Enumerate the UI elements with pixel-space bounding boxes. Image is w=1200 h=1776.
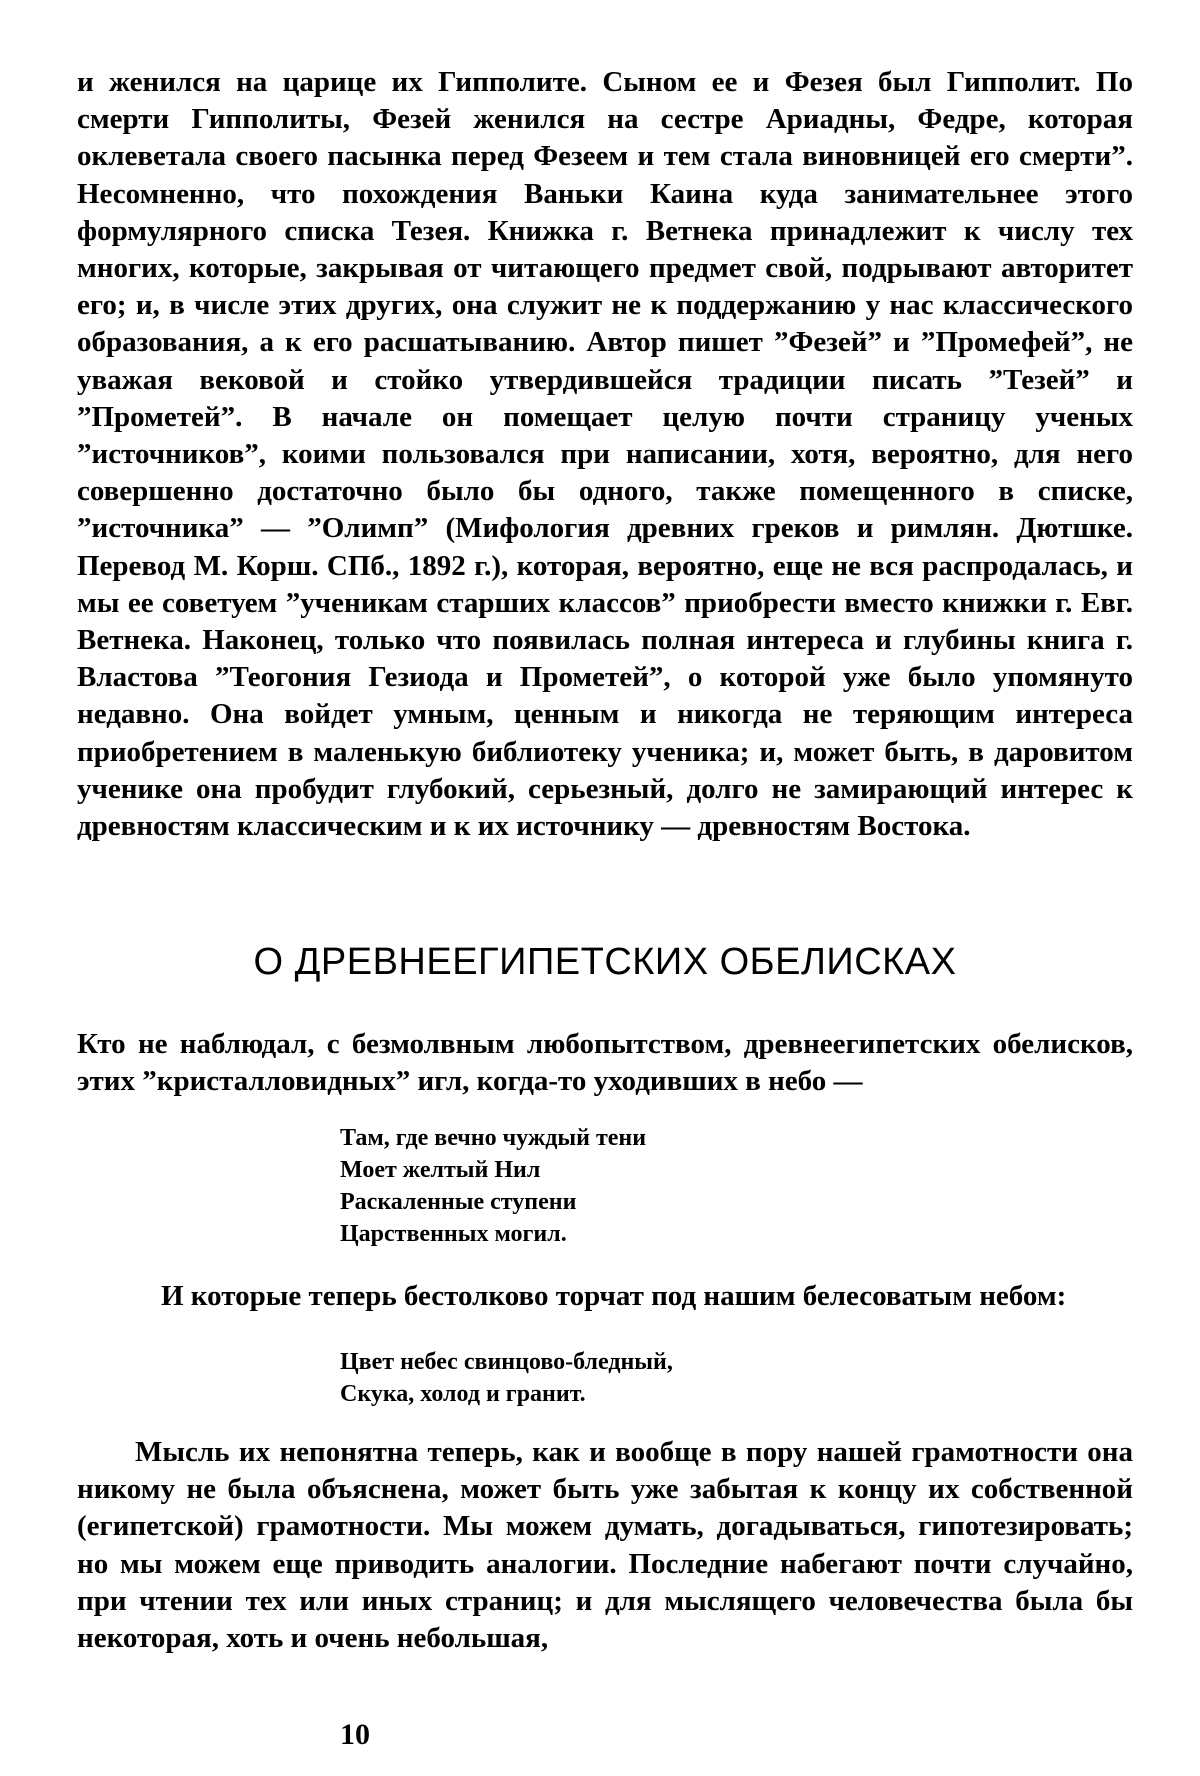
line-after-verse: И которые теперь бестолково торчат под нашим белесоватым небом:: [161, 1280, 1067, 1312]
paragraph-intro: Кто не наблюдал, с безмолвным любопытством, древнеегипетских обелисков, этих ”кристалловидных” игл, когда-то уходивших в небо —: [77, 1028, 1133, 1098]
verse-line: Раскаленные ступени: [340, 1189, 577, 1215]
verse-line: Там, где вечно чуждый тени: [340, 1125, 647, 1151]
page-number: 10: [340, 1718, 370, 1751]
section-title: О ДРЕВНЕЕГИПЕТСКИХ ОБЕЛИСКАХ: [253, 941, 957, 983]
verse-quote-2: [340, 1346, 673, 1410]
paragraph-continuation: и женился на царице их Гипполите. Сыном ее и Фезея был Гипполит. По смерти Гипполиты, Фезей женился на сестре Ариадны, Федре, которая оклеветала своего пасынка перед Фезеем и тем стала виновницей его смерти”. Несомненно, что похождения Ваньки Каина куда занимательнее этого формулярного списка Тезея. Книжка г. Ветнека принадлежит к числу тех многих, которые, закрывая от читающего предмет свой, подрывают авторитет его; и, в числе этих других, она служит не к поддержанию у нас классического образования, а к его расшатыванию. Автор пишет ”Фезей” и ”Промефей”, не уважая вековой и стойко утвердившейся традиции писать ”Тезей” и ”Прометей”. В начале он помещает целую почти страницу ученых ”источников”, коими пользовался при написании, хотя, вероятно, для него совершенно достаточно было бы одного, также помещенного в списке, ”источника” — ”Олимп” (Мифология древних греков и римлян. Дютшке. Перевод М. Корш. СПб., 1892 г.), которая, вероятно, еще не вся распродалась, и мы ее советуем ”ученикам старших классов” приобрести вместо книжки г. Евг. Ветнека. Наконец, только что появилась полная интереса и глубины книга г. Властова ”Теогония Гезиода и Прометей”, о которой уже было упомянуто недавно. Она войдет умным, ценным и никогда не теряющим интереса приобретением в маленькую библиотеку ученика; и, может быть, в даровитом ученике она пробудит глубокий, серьезный, долго не замирающий интерес к древностям классическим и к их источнику — древностям Востока.: [77, 66, 1133, 843]
verse-line: Скука, холод и гранит.: [340, 1381, 586, 1407]
verse-line: Моет желтый Нил: [340, 1157, 541, 1183]
paragraph-body: Мысль их непонятна теперь, как и вообще в пору нашей грамотности она никому не была объяснена, может быть уже забытая к концу их собственной (египетской) грамотности. Мы можем думать, догадываться, гипотезировать; но мы можем еще приводить аналогии. Последние набегают почти случайно, при чтении тех или иных страниц; и для мыслящего человечества была бы некоторая, хоть и очень небольшая,: [77, 1436, 1133, 1655]
verse-line: Царственных могил.: [340, 1221, 567, 1247]
verse-quote-1: [340, 1122, 646, 1250]
verse-line: Цвет небес свинцово-бледный,: [340, 1349, 673, 1375]
